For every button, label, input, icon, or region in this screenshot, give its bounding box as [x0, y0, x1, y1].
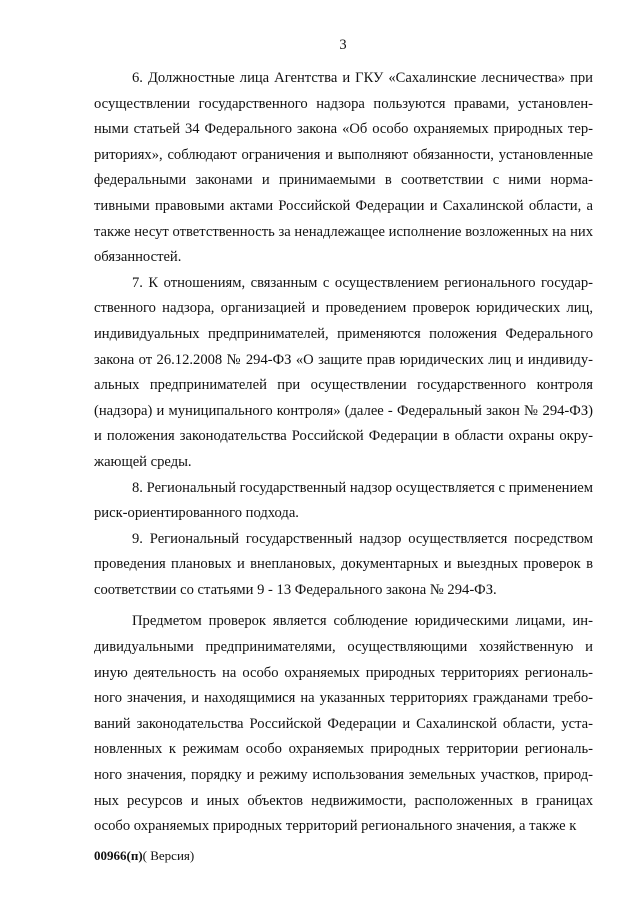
paragraph-inspection-subject: Предметом проверок является соблюдение юридическими лицами, индивидуальными предпринимателями, осуществляющими хозяйственную и иную деятельность на особо охраняемых природных территориях регионального значения, и находящимися на указанных территориях гражданами требований законодательства Российской Федерации и Сахалинской области, установленных к режимам особо охраняемых природных территории регионального значения, порядку и режиму использования земельных участков, природных ресурсов и иных объектов недвижимости, расположенных в границах особо охраняемых природных территорий регионального значения, а также к [94, 613, 593, 835]
page-number: 3 [339, 37, 347, 53]
document-body [94, 66, 593, 840]
paragraph-7: 7. К отношениям, связанным с осуществлением регионального государственного надзора, организацией и проведением проверок юридических лиц, индивидуальных предпринимателей, применяются положения Федерального закона от 26.12.2008 № 294-ФЗ «О защите прав юридических лиц и индивидуальных предпринимателей при осуществлении государственного контроля (надзора) и муниципального контроля» (далее - Федеральный закон № 294-ФЗ) и положения законодательства Российской Федерации в области охраны окружающей среды. [94, 274, 593, 470]
paragraph-9: 9. Региональный государственный надзор осуществляется посредством проведения плановых и внеплановых, документарных и выездных проверок в соответствии со статьями 9 - 13 Федерального закона № 294-ФЗ. [94, 530, 593, 598]
document-code: 00966(п) [94, 848, 143, 863]
document-version-label: ( Версия) [142, 848, 195, 863]
paragraph-8: 8. Региональный государственный надзор осуществляется с применением риск-ориентированного подхода. [94, 479, 593, 522]
document-footer [94, 848, 194, 864]
paragraph-6: 6. Должностные лица Агентства и ГКУ «Сахалинские лесничества» при осуществлении государственного надзора пользуются правами, установленными статьей 34 Федерального закона «Об особо охраняемых природных территориях», соблюдают ограничения и выполняют обязанности, установленные федеральными законами и принимаемыми в соответствии с ними нормативными правовыми актами Российской Федерации и Сахалинской области, а также несут ответственность за ненадлежащее исполнение возложенных на них обязанностей. [94, 70, 593, 266]
